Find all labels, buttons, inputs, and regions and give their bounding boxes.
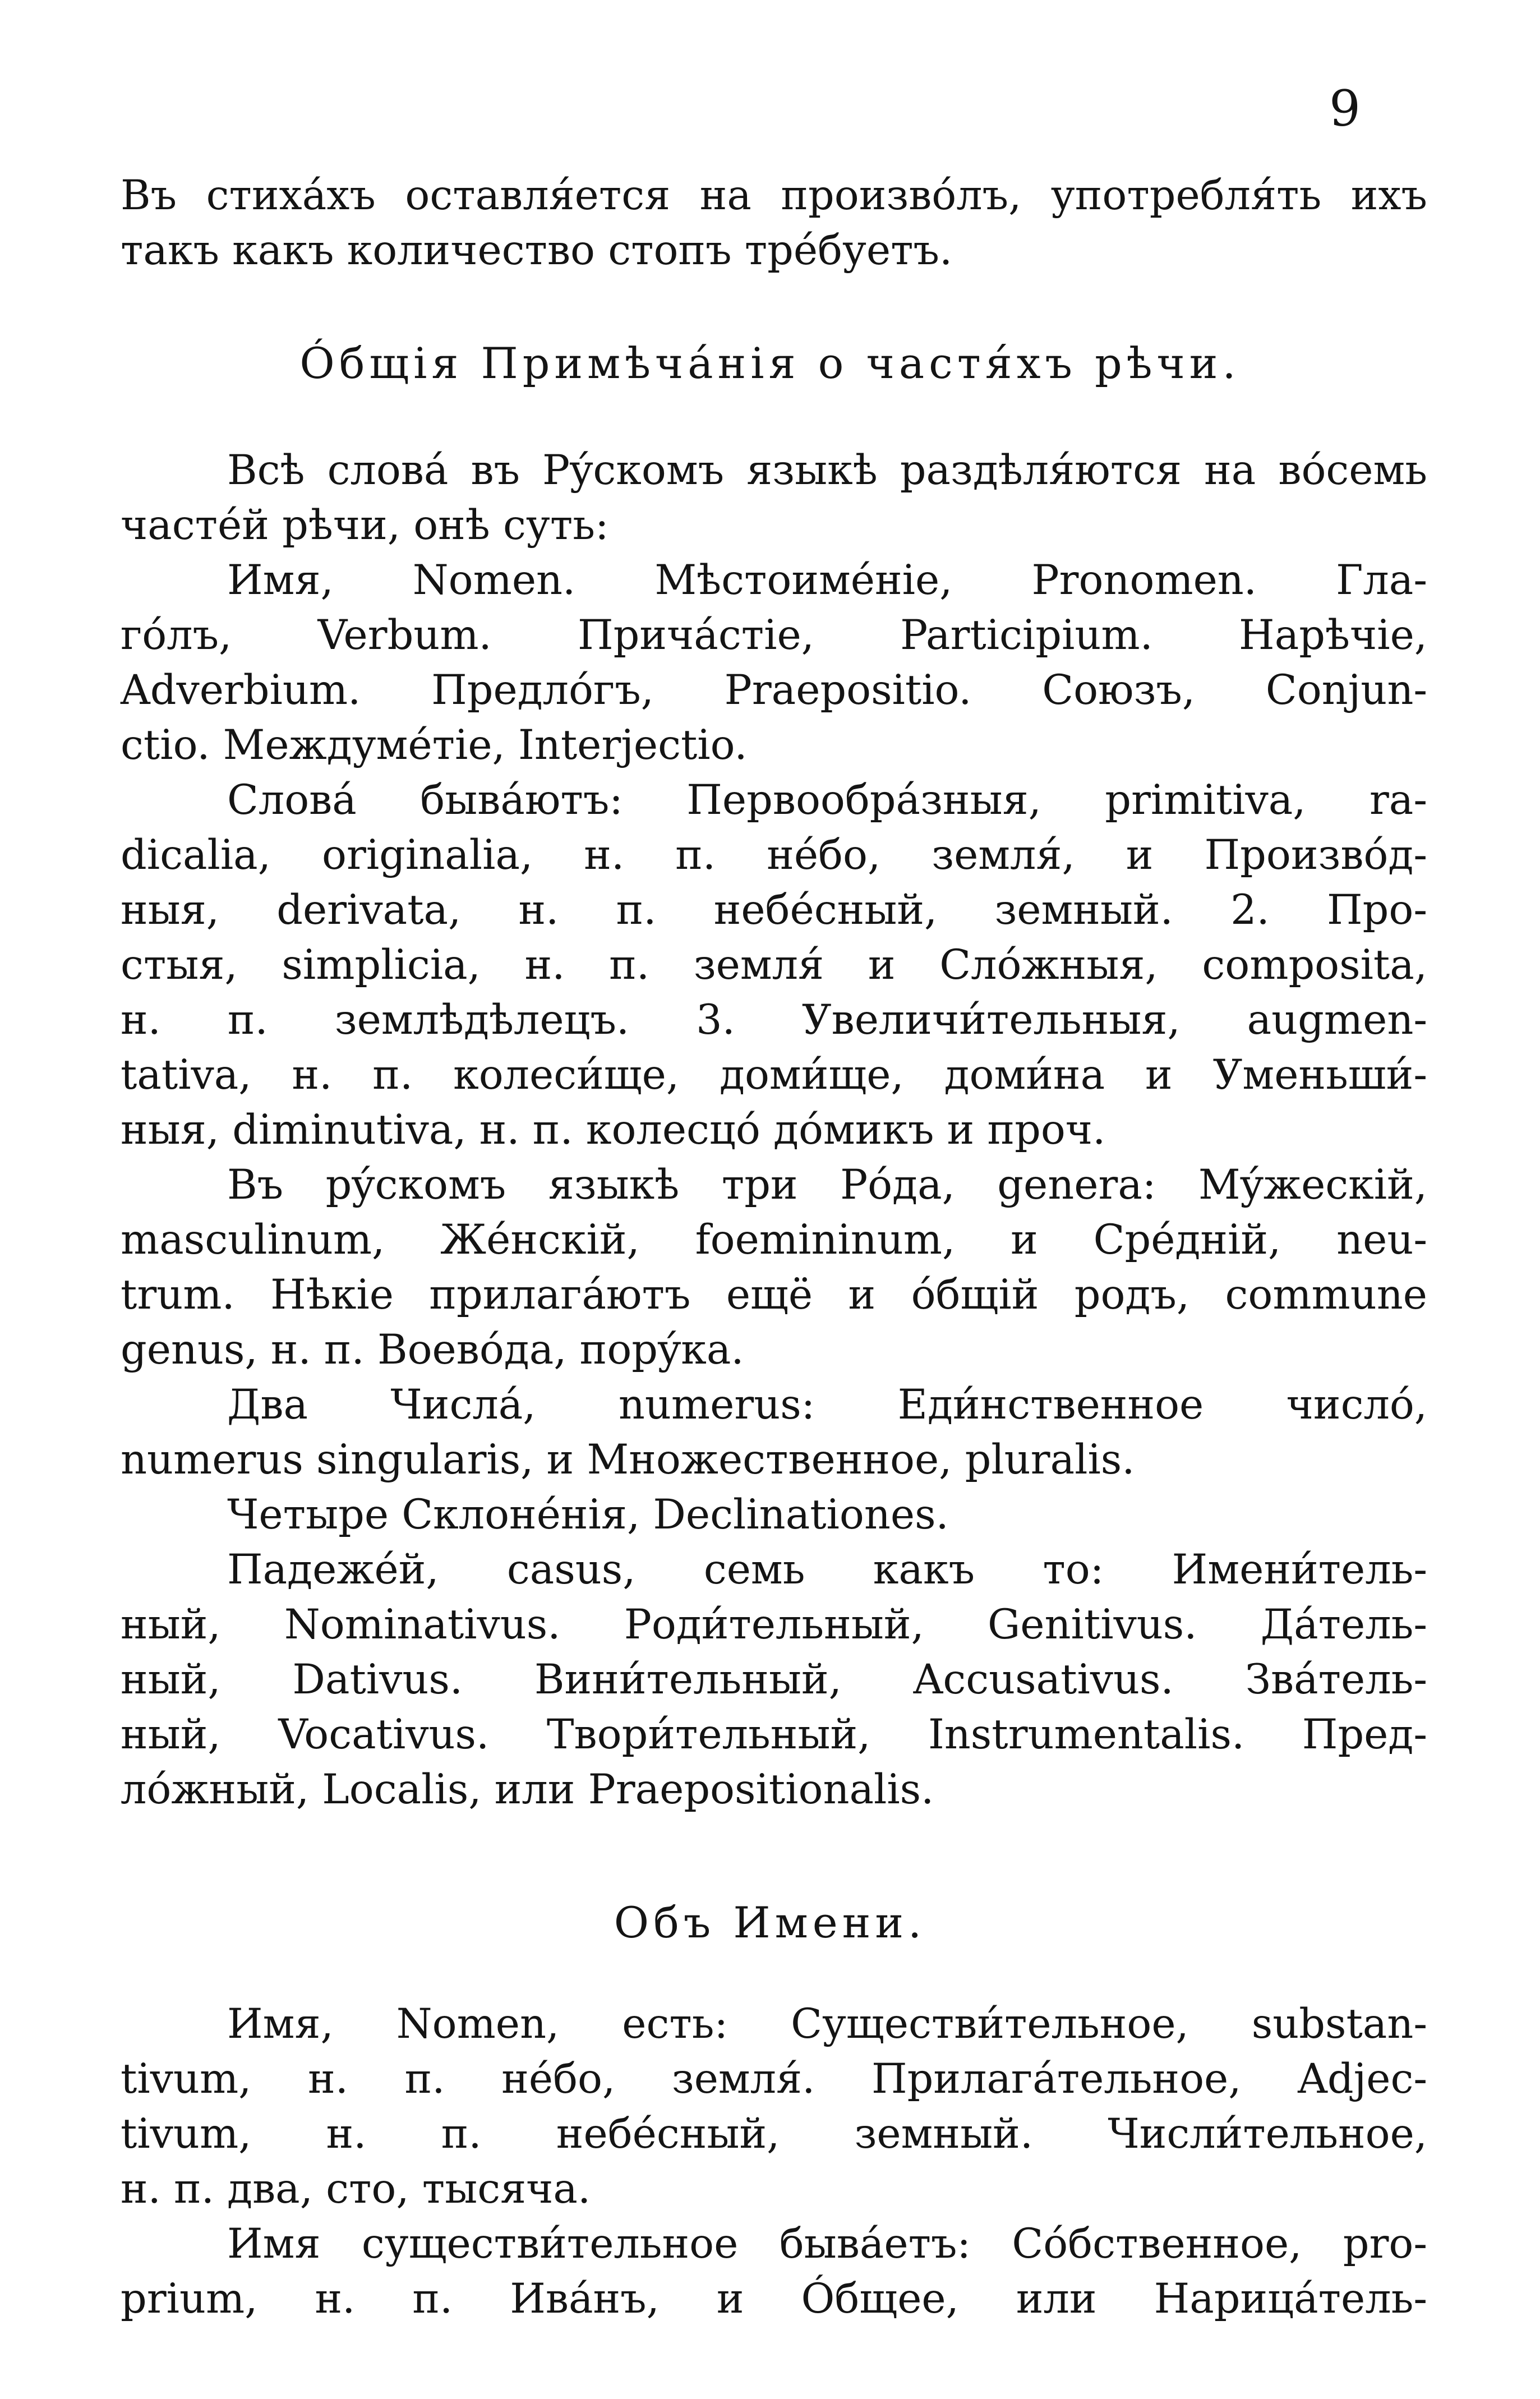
text-line: лóжный, Localis, или Praepositionalis. xyxy=(121,1766,934,1813)
intro-paragraph xyxy=(121,168,1427,278)
text-line: ный, Nominativus. Роди́тельный, Genitivus. Дáтель- xyxy=(121,1601,1427,1649)
text-line: trum. Нѣкіе прилагáютъ ещё и óбщій родъ, commune xyxy=(121,1271,1427,1319)
section-body-noun xyxy=(121,1997,1427,2327)
text-line: н. п. землѣдѣлецъ. 3. Увеличи́тельныя, augmen- xyxy=(121,996,1427,1044)
text-line: частéй рѣчи, онѣ суть: xyxy=(121,501,609,549)
text-line: Adverbium. Предлóгъ, Praepositio. Союзъ, Conjun- xyxy=(121,666,1427,714)
text-line: prium, н. п. Ивáнъ, и Óбщее, или Нарицáтель- xyxy=(121,2275,1427,2323)
text-line: Четыре Склонéнія, Declinationes. xyxy=(227,1491,949,1539)
text-line: ный, Dativus. Вини́тельный, Accusativus. Звáтель- xyxy=(121,1656,1427,1703)
text-line: tativa, н. п. колеси́ще, доми́ще, доми́на и Уменьши́- xyxy=(121,1051,1427,1099)
text-line: стыя, simplicia, н. п. земля́ и Слóжныя, composita, xyxy=(121,941,1427,989)
text-line: Въ стихáхъ оставля́ется на произвóлъ, употребля́ть ихъ xyxy=(121,172,1427,219)
section-heading-noun: Объ Имени. xyxy=(614,1898,926,1947)
text-line: н. п. два, сто, тысяча. xyxy=(121,2165,591,2213)
text-line: genus, н. п. Воевóда, порýка. xyxy=(121,1326,744,1374)
text-line: ныя, derivata, н. п. небéсный, земный. 2. Про- xyxy=(121,886,1427,934)
section-body-general-notes xyxy=(121,443,1427,1817)
text-line: Имя, Nomen. Мѣстоимéніе, Pronomen. Гла- xyxy=(227,556,1427,604)
text-line: tivum, н. п. небéсный, земный. Числи́тельное, xyxy=(121,2110,1427,2158)
page-number: 9 xyxy=(1329,80,1361,137)
text-line: Имя, Nomen, есть: Существи́тельное, substan- xyxy=(227,2000,1427,2048)
text-line: Падежéй, casus, семь какъ то: Имени́тель- xyxy=(227,1546,1427,1594)
section-heading-general-notes: Óбщія Примѣчáнія о частя́хъ рѣчи. xyxy=(299,338,1241,388)
text-line: такъ какъ количество стопъ трéбуетъ. xyxy=(121,227,953,274)
text-line: ctio. Междумéтіе, Interjectio. xyxy=(121,721,748,769)
text-line: Два Числá, numerus: Еди́нственное числó, xyxy=(227,1381,1427,1429)
text-line: ныя, diminutiva, н. п. колесцó дóмикъ и проч. xyxy=(121,1106,1106,1154)
text-line: numerus singularis, и Множественное, pluralis. xyxy=(121,1436,1135,1484)
text-line: Словá бывáютъ: Первообрáзныя, primitiva, ra- xyxy=(227,776,1427,824)
text-line: Въ рýскомъ языкѣ три Рóда, genera: Мýжескій, xyxy=(227,1161,1427,1209)
text-line: masculinum, Жéнскій, foemininum, и Срéдній, neu- xyxy=(121,1216,1427,1264)
text-line: Всѣ словá въ Рýскомъ языкѣ раздѣля́ются на вóсемь xyxy=(227,446,1427,494)
text-line: tivum, н. п. нéбо, земля́. Прилагáтельное, Adjec- xyxy=(121,2055,1427,2103)
text-line: dicalia, originalia, н. п. нéбо, земля́, и Произвóд- xyxy=(121,831,1427,879)
text-line: ный, Vocativus. Твори́тельный, Instrumentalis. Пред- xyxy=(121,1711,1427,1758)
text-line: Имя существи́тельное бывáетъ: Сóбственное, pro- xyxy=(227,2220,1427,2268)
text-line: гóлъ, Verbum. Причáстіе, Participium. Нарѣчіе, xyxy=(121,611,1427,659)
